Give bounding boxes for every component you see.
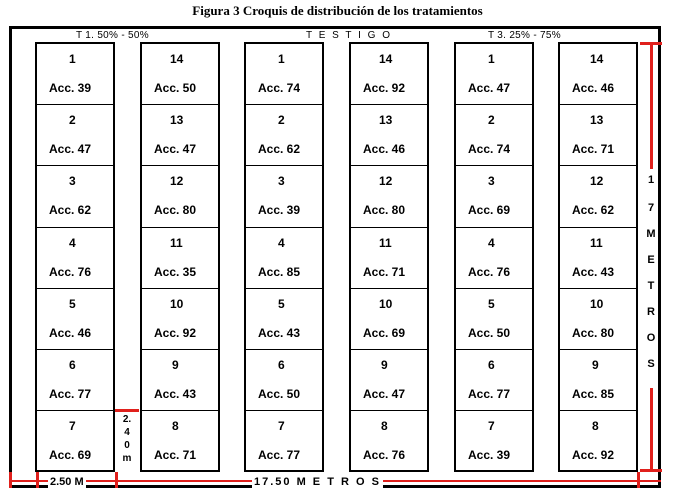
plot-accession: Acc. 50 (468, 326, 511, 340)
plot-number: 5 (488, 297, 495, 311)
plot-accession: Acc. 46 (49, 326, 92, 340)
plot-cell (560, 44, 636, 105)
plot-number: 3 (488, 174, 495, 188)
width-tick-mid (115, 472, 118, 488)
plot-cell (142, 228, 218, 289)
plot-cell (456, 44, 532, 105)
plot-number: 8 (381, 419, 388, 433)
plot-cell (351, 289, 427, 350)
plot-number: 4 (488, 236, 495, 250)
plot-accession: Acc. 46 (363, 142, 406, 156)
plot-column-4 (349, 42, 429, 472)
plot-cell (351, 228, 427, 289)
plot-number: 14 (590, 52, 604, 66)
plot-number: 3 (278, 174, 285, 188)
plot-number: 14 (170, 52, 184, 66)
plot-number: 6 (278, 358, 285, 372)
plot-cell (351, 105, 427, 166)
plot-accession: Acc. 69 (49, 448, 92, 462)
plot-number: 11 (379, 236, 392, 250)
plot-cell (560, 105, 636, 166)
plot-accession: Acc. 47 (154, 142, 197, 156)
plot-accession: Acc. 39 (258, 203, 301, 217)
plot-number: 13 (170, 113, 184, 127)
plot-number: 3 (69, 174, 76, 188)
plot-accession: Acc. 39 (468, 448, 511, 462)
height-dimension-label (644, 175, 658, 385)
gap-label-char: m (122, 453, 132, 464)
plot-cell (351, 350, 427, 411)
height-dimension-line-upper (650, 42, 653, 169)
plot-accession: Acc. 46 (572, 81, 615, 95)
plot-number: 7 (488, 419, 495, 433)
plot-accession: Acc. 74 (468, 142, 511, 156)
plot-accession: Acc. 85 (572, 387, 615, 401)
plot-number: 12 (590, 174, 604, 188)
plot-number: 2 (69, 113, 76, 127)
plot-column-1 (35, 42, 115, 472)
plot-cell (37, 166, 113, 228)
plot-accession: Acc. 43 (258, 326, 301, 340)
plot-accession: Acc. 62 (572, 203, 615, 217)
plot-cell (142, 105, 218, 166)
plot-cell (37, 289, 113, 350)
plot-cell (351, 411, 427, 473)
plot-accession: Acc. 77 (49, 387, 92, 401)
plot-accession: Acc. 80 (154, 203, 197, 217)
gap-dimension-label (121, 414, 133, 466)
plot-cell (560, 411, 636, 473)
plot-cell (142, 350, 218, 411)
figure-title: Figura 3 Croquis de distribución de los tratamientos (192, 3, 483, 18)
plot-accession: Acc. 71 (154, 448, 197, 462)
plot-cell (246, 166, 322, 228)
plot-cell (456, 228, 532, 289)
plot-number: 7 (69, 419, 76, 433)
plot-accession: Acc. 47 (363, 387, 406, 401)
plot-accession: Acc. 71 (572, 142, 615, 156)
plot-number: 13 (590, 113, 604, 127)
plot-accession: Acc. 76 (49, 265, 92, 279)
plot-number: 4 (69, 236, 76, 250)
header-control: T E S T I G O (306, 30, 393, 41)
gap-label-char: 4 (124, 427, 130, 438)
gap-label-char: 0 (124, 440, 130, 451)
plot-number: 10 (170, 297, 184, 311)
height-label-char: S (647, 358, 655, 370)
plot-cell (142, 166, 218, 228)
plot-accession: Acc. 80 (363, 203, 406, 217)
plot-number: 6 (488, 358, 495, 372)
plot-number: 4 (278, 236, 285, 250)
header-treatment-1: T 1. 50% - 50% (76, 30, 149, 41)
plot-cell (351, 44, 427, 105)
plot-cell (37, 350, 113, 411)
plot-accession: Acc. 62 (258, 142, 301, 156)
plot-cell (560, 350, 636, 411)
height-label-char: 1 (647, 174, 655, 186)
plot-number: 8 (592, 419, 599, 433)
plot-number: 13 (379, 113, 393, 127)
height-label-char: R (647, 306, 655, 318)
plot-column-6 (558, 42, 638, 472)
plot-accession: Acc. 35 (154, 265, 197, 279)
plot-accession: Acc. 69 (468, 203, 511, 217)
plot-accession: Acc. 77 (258, 448, 301, 462)
plot-cell (37, 105, 113, 166)
plot-cell (246, 228, 322, 289)
plot-accession: Acc. 92 (363, 81, 406, 95)
plot-number: 2 (278, 113, 285, 127)
plot-number: 7 (278, 419, 285, 433)
plot-number: 10 (590, 297, 604, 311)
plot-cell (142, 411, 218, 473)
plot-number: 1 (69, 52, 76, 66)
plot-accession: Acc. 50 (258, 387, 301, 401)
plot-accession: Acc. 76 (468, 265, 511, 279)
plot-column-2 (140, 42, 220, 472)
header-treatment-3: T 3. 25% - 75% (488, 30, 561, 41)
plot-number: 5 (278, 297, 285, 311)
plot-accession: Acc. 80 (572, 326, 615, 340)
plot-accession: Acc. 47 (468, 81, 511, 95)
plot-accession: Acc. 71 (363, 265, 406, 279)
plot-number: 1 (488, 52, 495, 66)
plot-accession: Acc. 77 (468, 387, 511, 401)
plot-number: 9 (592, 358, 599, 372)
plot-cell (37, 228, 113, 289)
plot-accession: Acc. 47 (49, 142, 92, 156)
gap-label-char: 2. (122, 414, 132, 425)
height-label-char: E (647, 254, 655, 266)
plot-accession: Acc. 50 (154, 81, 197, 95)
width-tick-left (9, 472, 12, 488)
width-label-small: 2.50 M (50, 476, 84, 488)
plot-cell (456, 166, 532, 228)
plot-accession: Acc. 39 (49, 81, 92, 95)
plot-accession: Acc. 85 (258, 265, 301, 279)
plot-column-5 (454, 42, 534, 472)
plot-accession: Acc. 62 (49, 203, 92, 217)
width-tick-small (36, 472, 39, 488)
plot-cell (456, 289, 532, 350)
plot-accession: Acc. 74 (258, 81, 301, 95)
width-tick-right (637, 472, 640, 488)
plot-cell (246, 411, 322, 473)
height-label-char: M (646, 228, 656, 240)
plot-number: 11 (590, 236, 603, 250)
plot-number: 8 (172, 419, 179, 433)
plot-cell (246, 105, 322, 166)
plot-cell (560, 289, 636, 350)
plot-cell (456, 105, 532, 166)
plot-number: 10 (379, 297, 393, 311)
height-dimension-line-lower (650, 388, 653, 472)
plot-cell (351, 166, 427, 228)
plot-cell (246, 289, 322, 350)
plot-cell (37, 44, 113, 105)
plot-cell (142, 289, 218, 350)
plot-cell (246, 350, 322, 411)
plot-cell (456, 411, 532, 473)
plot-cell (456, 350, 532, 411)
plot-cell (560, 228, 636, 289)
plot-accession: Acc. 92 (154, 326, 197, 340)
height-label-char: O (646, 332, 656, 344)
plot-accession: Acc. 69 (363, 326, 406, 340)
plot-cell (142, 44, 218, 105)
plot-cell (560, 166, 636, 228)
plot-accession: Acc. 92 (572, 448, 615, 462)
plot-number: 9 (172, 358, 179, 372)
plot-accession: Acc. 76 (363, 448, 406, 462)
plot-cell (37, 411, 113, 473)
height-label-char: 7 (647, 202, 655, 214)
height-label-char: T (647, 280, 655, 292)
plot-cell (246, 44, 322, 105)
plot-number: 2 (488, 113, 495, 127)
plot-number: 11 (170, 236, 183, 250)
width-label-large: 17.50 M E T R O S (254, 476, 381, 488)
height-dimension-bottom-tick (640, 469, 662, 472)
plot-number: 9 (381, 358, 388, 372)
plot-number: 1 (278, 52, 285, 66)
gap-dimension-top-tick (115, 409, 139, 412)
plot-number: 12 (170, 174, 184, 188)
plot-column-3 (244, 42, 324, 472)
plot-number: 6 (69, 358, 76, 372)
plot-accession: Acc. 43 (572, 265, 615, 279)
plot-number: 12 (379, 174, 393, 188)
plot-number: 14 (379, 52, 393, 66)
plot-number: 5 (69, 297, 76, 311)
plot-accession: Acc. 43 (154, 387, 197, 401)
